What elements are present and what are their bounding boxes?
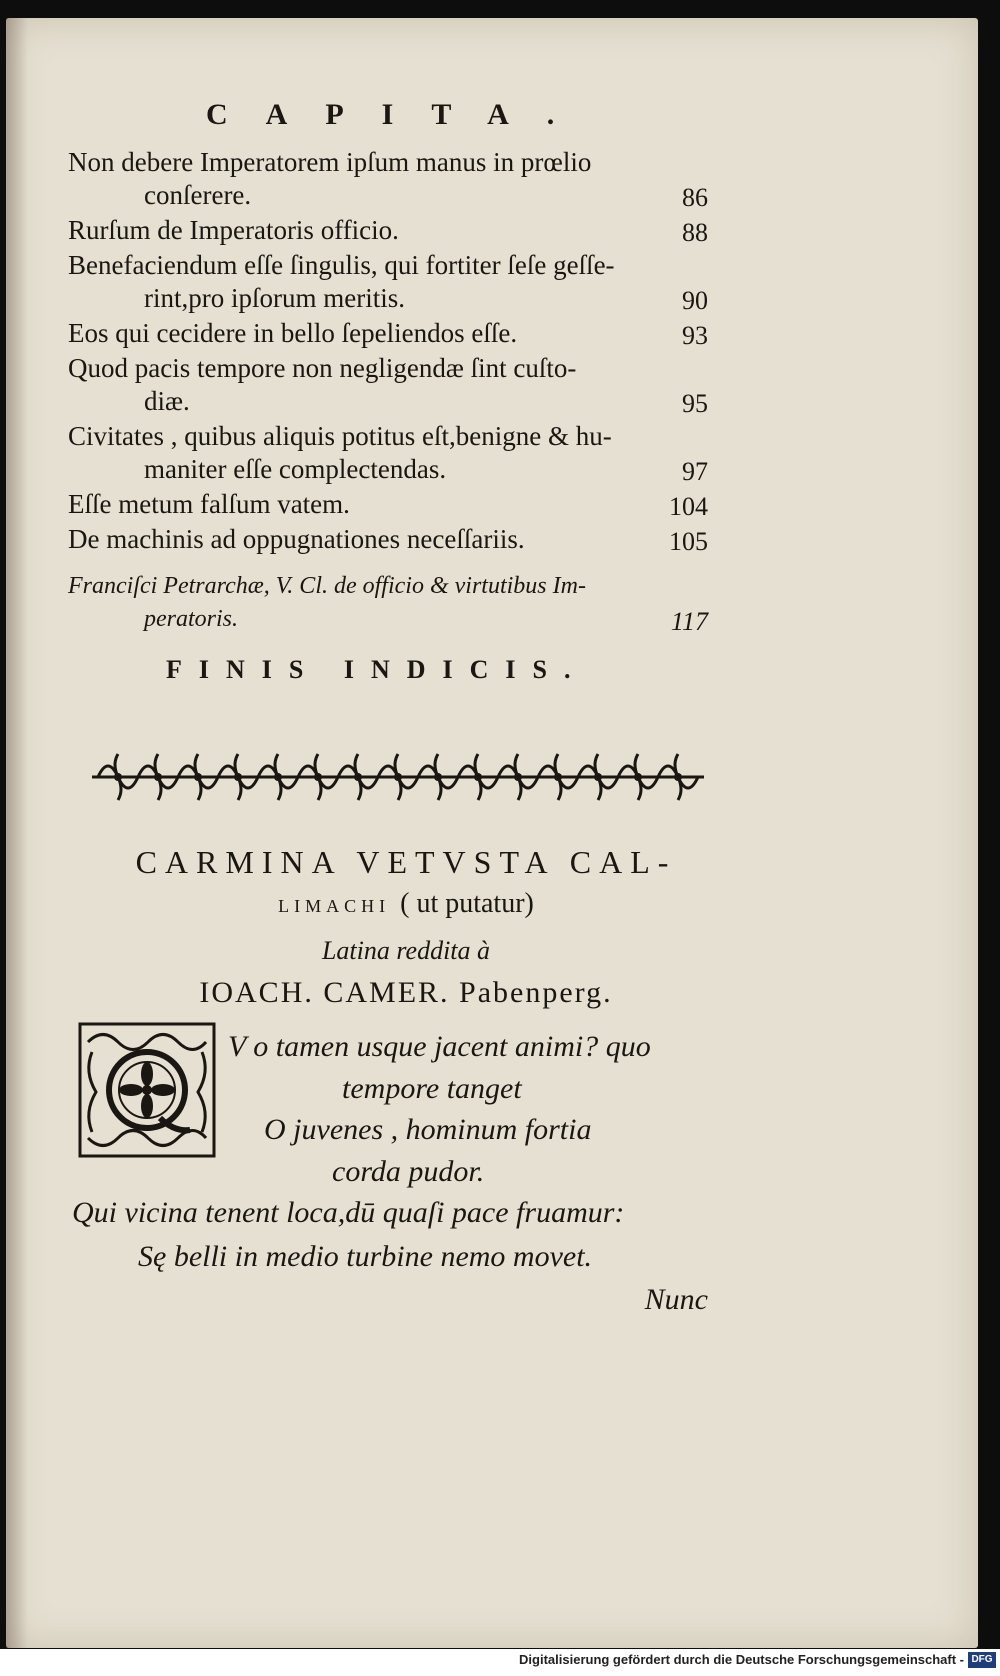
table-of-contents [68,146,708,638]
finis-indicis: FINIS INDICIS. [166,655,588,684]
decorated-initial-icon [78,1022,216,1158]
toc-entry-line2: peratoris. [144,606,239,632]
toc-entry-line1: Franciſci Petrarchæ, V. Cl. de officio & virtutibus Im- [68,573,586,599]
toc-entry-line1: Civitates , quibus aliquis potitus eſt,benigne & hu- [68,421,612,451]
toc-entry-line1: Eſſe metum falſum vatem. [68,489,350,519]
verse-line: V o tamen usque jacent animi? quo [228,1030,651,1063]
toc-entry [68,523,708,556]
toc-entry-line2: maniter eſſe complectendas. [144,454,447,484]
toc-entry-page: 117 [670,607,708,636]
running-head: CAPITA. [206,98,593,131]
toc-entry [68,249,708,315]
toc-entry-line2: rint,pro ipſorum meritis. [144,283,405,313]
toc-entry-line1: Benefaciendum eſſe ſingulis, qui fortiter ſeſe geſſe- [68,250,615,280]
toc-entry [68,146,708,212]
toc-entry-line1: De machinis ad oppugnationes neceſſariis. [68,524,525,554]
toc-entry-page: 97 [682,457,708,486]
toc-entry-page: 105 [669,527,708,556]
verse-line: Qui vicina tenent loca,dū quaſi pace fruamur: [72,1196,625,1229]
toc-entry-page: 86 [682,183,708,212]
toc-entry [68,420,708,486]
carmina-subtitle [86,888,726,920]
verse-line: tempore tanget [342,1072,522,1105]
digitization-credit: Digitalisierung gefördert durch die Deutsche Forschungsgemeinschaft - [519,1652,964,1667]
toc-entry-page: 93 [682,321,708,350]
verse-line: O juvenes , hominum fortia [264,1113,592,1146]
toc-entry [68,352,708,418]
catchword: Nunc [644,1283,708,1316]
page-content [6,18,978,1648]
carmina-subtitle-caps: LIMACHI [278,896,391,916]
toc-entry-page: 104 [669,492,708,521]
toc-entry-line1: Quod pacis tempore non negligendæ ſint cuſto- [68,353,577,383]
toc-entry-page: 90 [682,286,708,315]
toc-entry [68,488,708,521]
verse-line: Sę belli in medio turbine nemo movet. [138,1240,593,1273]
carmina-subtitle-rest: ( ut putatur) [400,888,534,919]
toc-entry-page: 88 [682,218,708,247]
dfg-logo: DFG [968,1652,996,1668]
verse-line: corda pudor. [332,1155,485,1188]
book-page [6,18,978,1648]
toc-entry-line1: Eos qui cecidere in bello ſepeliendos eſſe. [68,318,518,348]
translator-name: IOACH. CAMER. Pabenperg. [199,976,613,1009]
toc-entry-page: 95 [682,389,708,418]
toc-entry-line2: diæ. [144,386,190,416]
translation-note: Latina reddita à [321,936,491,965]
toc-entry-line2: conſerere. [144,180,252,210]
ornamental-border-icon [88,746,708,808]
toc-entry-line1: Rurſum de Imperatoris officio. [68,215,399,245]
toc-entry [68,570,708,636]
toc-entry [68,214,708,247]
toc-entry-line1: Non debere Imperatorem ipſum manus in prœlio [68,147,592,177]
carmina-title: CARMINA VETVSTA CAL- [135,844,677,880]
toc-entry [68,317,708,350]
